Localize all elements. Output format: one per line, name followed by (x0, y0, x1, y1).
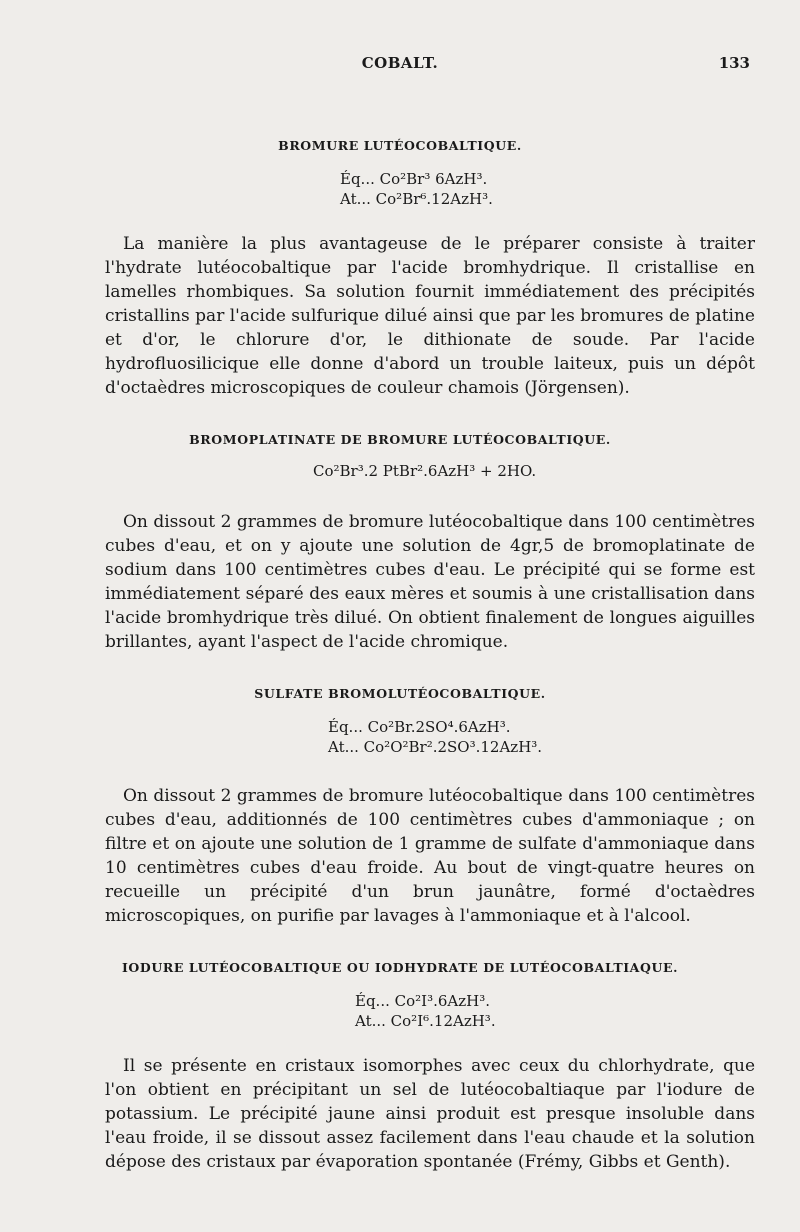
paragraph-sulfate: On dissout 2 grammes de bromure lutéocobaltique dans 100 centimètres cubes d'eau, additionnés de 100 centimètres cubes d'ammoniaque ; on filtre et on ajoute une solution de 1 gramme de sulfate d'ammoniaque dans 10 centimètres cubes d'eau froide. Au bout de vingt-quatre heures on recueille un précipité d'un brun jaunâtre, formé d'octaèdres microscopiques, on purifie par lavages à l'ammoniaque et à l'alcool. (105, 786, 755, 926)
section-title-sulfate: SULFATE BROMOLUTÉOCOBALTIQUE. (254, 686, 546, 701)
formula-equivalent: Éq... Co²Br³ 6AzH³. (340, 170, 488, 188)
page-number: 133 (718, 54, 750, 72)
formula-equivalent: Éq... Co²Br.2SO⁴.6AzH³. (328, 718, 511, 736)
page-header (0, 54, 800, 78)
section-title-bromoplatinate: BROMOPLATINATE DE BROMURE LUTÉOCOBALTIQUE. (189, 432, 611, 447)
formula-atomic: At... Co²O²Br².2SO³.12AzH³. (328, 738, 543, 756)
paragraph-bromoplatinate: On dissout 2 grammes de bromure lutéocobaltique dans 100 centimètres cubes d'eau, et on y ajoute une solution de 4gr,5 de bromoplatinate de sodium dans 100 centimètres cubes d'eau. Le précipité qui se forme est immédiatement séparé des eaux mères et soumis à une cristallisation dans l'acide bromhydrique très dilué. On obtient finalement de longues aiguilles brillantes, ayant l'aspect de l'acide chromique. (105, 512, 755, 652)
formula-bromoplatinate: Co²Br³.2 PtBr².6AzH³ + 2HO. (313, 462, 537, 480)
formula-equivalent: Éq... Co²I³.6AzH³. (355, 992, 490, 1010)
paragraph-iodure: Il se présente en cristaux isomorphes avec ceux du chlorhydrate, que l'on obtient en précipitant un sel de lutéocobaltiaque par l'iodure de potassium. Le précipité jaune ainsi produit est presque insoluble dans l'eau froide, il se dissout assez facilement dans l'eau chaude et la solution dépose des cristaux par évaporation spontanée (Frémy, Gibbs et Genth). (105, 1056, 755, 1172)
paragraph-bromure: La manière la plus avantageuse de le préparer consiste à traiter l'hydrate lutéocobaltique par l'acide bromhydrique. Il cristallise en lamelles rhombiques. Sa solution fournit immédiatement des précipités cristallins par l'acide sulfurique dilué ainsi que par les bromures de platine et d'or, le chlorure d'or, le dithionate de soude. Par l'acide hydrofluosilicique elle donne d'abord un trouble laiteux, puis un dépôt d'octaèdres microscopiques de couleur chamois (Jörgensen). (105, 234, 755, 398)
section-title-iodure: IODURE LUTÉOCOBALTIQUE OU IODHYDRATE DE LUTÉOCOBALTIAQUE. (121, 960, 679, 975)
formula-atomic: At... Co²I⁶.12AzH³. (355, 1012, 496, 1030)
section-title-bromure: BROMURE LUTÉOCOBALTIQUE. (278, 138, 522, 153)
running-head: COBALT. (361, 54, 439, 72)
formula-atomic: At... Co²Br⁶.12AzH³. (340, 190, 493, 208)
